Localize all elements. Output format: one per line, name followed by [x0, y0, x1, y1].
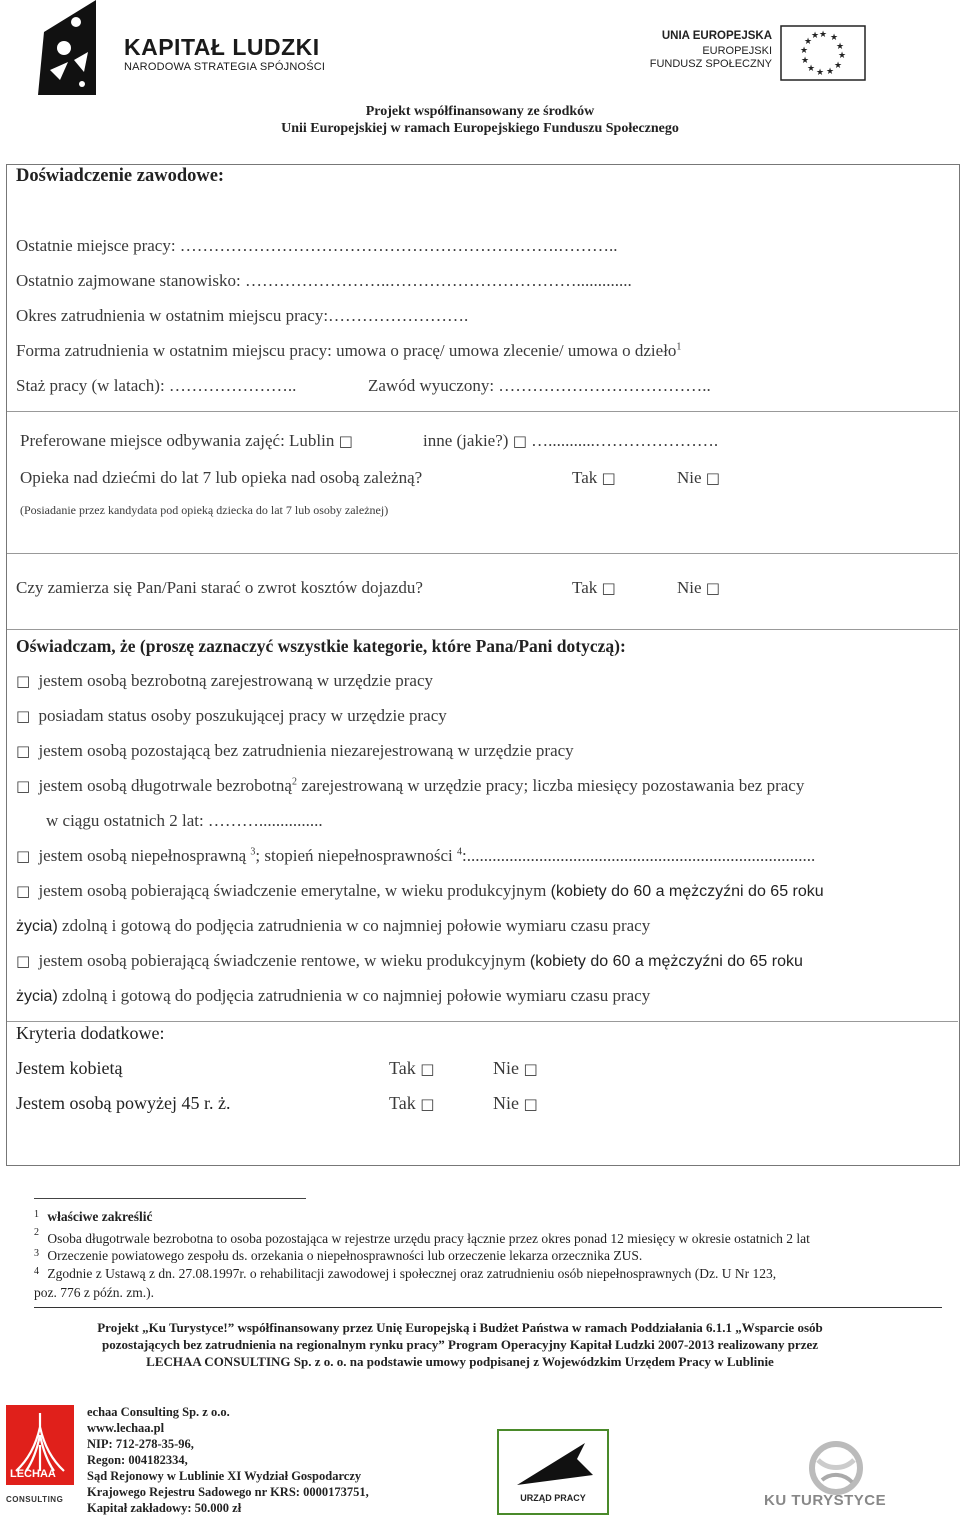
item-text: jestem osobą pobierającą świadczenie rentowe, w wieku produkcyjnym — [38, 951, 530, 970]
checkbox[interactable]: □ — [16, 707, 31, 725]
lechaa-logo-sub: CONSULTING — [6, 1495, 64, 1504]
other-place-row — [423, 431, 718, 451]
checkbox[interactable]: □ — [16, 672, 31, 690]
ku-turystyce-logo — [760, 1440, 940, 1512]
seniority-field[interactable]: Staż pracy (w latach): ………………….. — [16, 376, 297, 395]
over45-yes-checkbox[interactable]: □ — [420, 1095, 435, 1113]
kapital-ludzki-emblem-icon — [38, 0, 100, 95]
employment-form-text: Forma zatrudnienia w ostatnim miejscu pracy: umowa o pracę/ umowa zlecenie/ umowa o dzieło — [16, 341, 677, 360]
ue-line1: UNIA EUROPEJSKA — [661, 30, 772, 42]
ku-turystyce-globe-icon — [804, 1440, 868, 1496]
care-no-label: Nie — [677, 468, 702, 487]
declaration-item-long-term-unemployed[interactable] — [16, 776, 804, 796]
ue-line2: EUROPEJSKI — [702, 45, 772, 57]
criteria-over45-label: Jestem osobą powyżej 45 r. ż. — [16, 1093, 231, 1113]
project-line3: LECHAA CONSULTING Sp. z o. o. na podstawie umowy podpisanej z Wojewódzkim Urzędem Pracy w Lublinie — [146, 1354, 774, 1369]
commute-no-checkbox[interactable]: □ — [705, 579, 720, 597]
item-text: jestem osobą pozostającą bez zatrudnienia niezarejestrowaną w urzędzie pracy — [38, 741, 574, 760]
over45-no-label: Nie — [493, 1093, 519, 1113]
preferred-place-label: Preferowane miejsce odbywania zajęć: Lublin — [20, 431, 335, 450]
svg-text:★: ★ — [807, 64, 816, 74]
company-nip: NIP: 712-278-35-96, — [87, 1437, 194, 1451]
care-no-option[interactable] — [677, 468, 720, 488]
item-text: jestem osobą długotrwale bezrobotną — [38, 776, 292, 795]
footnote-1-number: 1 — [34, 1209, 39, 1220]
criteria-heading: Kryteria dodatkowe: — [16, 1023, 165, 1043]
declaration-item-disability-pension[interactable] — [16, 951, 803, 971]
other-place-checkbox[interactable]: □ — [512, 432, 527, 450]
commute-yes-option[interactable] — [572, 578, 616, 598]
svg-text:★: ★ — [801, 56, 810, 66]
footnote-2-text: Osoba długotrwale bezrobotna to osoba pozostająca w rejestrze urzędu pracy łącznie przez okres ponad 12 miesięcy w okresie ostatnich 2 lat — [47, 1231, 810, 1246]
footnote-2-number: 2 — [34, 1227, 39, 1238]
svg-text:★: ★ — [826, 67, 835, 77]
commute-no-option[interactable] — [677, 578, 720, 598]
item-text-cont: ; stopień niepełnosprawności — [255, 846, 458, 865]
svg-text:★: ★ — [830, 33, 839, 43]
experience-heading: Doświadczenie zawodowe: — [16, 166, 225, 186]
care-note: (Posiadanie przez kandydata pod opieką dziecka do lat 7 lub osoby zależnej) — [20, 503, 389, 517]
profession-field[interactable]: Zawód wyuczony: ……………………………….. — [368, 376, 711, 395]
item-text: jestem osobą bezrobotną zarejestrowaną w urzędzie pracy — [38, 671, 434, 690]
lechaa-logo — [6, 1405, 76, 1509]
company-krs: Krajowego Rejestru Sadowego nr KRS: 0000173751, — [87, 1485, 369, 1499]
care-yes-label: Tak — [572, 468, 598, 487]
company-info — [87, 1404, 369, 1516]
woman-yes-option[interactable] — [389, 1058, 434, 1079]
footnote-4-number: 4 — [34, 1266, 39, 1277]
checkbox[interactable]: □ — [16, 882, 31, 900]
footnote-1 — [34, 1209, 152, 1225]
checkbox[interactable]: □ — [16, 952, 31, 970]
footnote-ref-3: 3 — [250, 846, 256, 858]
woman-yes-label: Tak — [389, 1058, 416, 1078]
last-position-field[interactable]: Ostatnio zajmowane stanowisko: ……………………..……………………………............. — [16, 271, 632, 290]
svg-text:★: ★ — [804, 37, 813, 47]
footnote-3 — [34, 1248, 642, 1264]
svg-text:★: ★ — [819, 30, 828, 40]
employment-period-field[interactable]: Okres zatrudnienia w ostatnim miejscu pracy:……………………. — [16, 306, 469, 325]
svg-text:★: ★ — [836, 42, 845, 52]
footnote-4 — [34, 1266, 776, 1282]
wup-logo-text: URZĄD PRACY — [520, 1493, 586, 1503]
commute-yes-label: Tak — [572, 578, 598, 597]
declaration-item-registered-unemployed[interactable] — [16, 671, 433, 691]
declaration-item-disability-pension-cont — [16, 986, 650, 1006]
footnote-4-text: Zgodnie z Ustawą z dn. 27.08.1997r. o rehabilitacji zawodowej i społecznej oraz zatrudnieniu osób niepełnosprawnych (Dz. U Nr 123, — [47, 1266, 777, 1281]
woman-no-label: Nie — [493, 1058, 519, 1078]
item-text: posiadam status osoby poszukującej pracy w urzędzie pracy — [38, 706, 447, 725]
care-yes-checkbox[interactable]: □ — [601, 469, 616, 487]
item-text-cont: zarejestrowaną w urzędzie pracy; liczba miesięcy pozostawania bez pracy — [296, 776, 805, 795]
ku-turystyce-text: KU TURYSTYCE — [764, 1492, 887, 1509]
commute-no-label: Nie — [677, 578, 702, 597]
commute-yes-checkbox[interactable]: □ — [601, 579, 616, 597]
item-text: jestem osobą niepełnosprawną — [38, 846, 251, 865]
project-line2: pozostających bez zatrudnienia na regionalnym rynku pracy” Program Operacyjny Kapitał Ludzki 2007-2013 realizowany przez — [101, 1337, 819, 1352]
item-age-note: (kobiety do 60 a mężczyźni do 65 roku — [529, 953, 803, 970]
svg-text:★: ★ — [800, 46, 809, 56]
project-line1: Projekt „Ku Turystyce!” współfinansowany przez Unię Europejską i Budżet Państwa w ramach Poddziałania 6.1.1 „Wsparcie osób — [97, 1320, 823, 1335]
eu-flag-icon — [780, 25, 866, 81]
company-website[interactable]: www.lechaa.pl — [87, 1421, 165, 1435]
care-no-checkbox[interactable]: □ — [705, 469, 720, 487]
care-question: Opieka nad dziećmi do lat 7 lub opieka nad osobą zależną? — [20, 468, 423, 487]
company-name: echaa Consulting Sp. z o.o. — [87, 1405, 230, 1419]
ue-line3: FUNDUSZ SPOŁECZNY — [649, 58, 772, 70]
disability-degree-field[interactable]: :.................................................................................. — [462, 846, 816, 865]
kapital-ludzki-logo — [38, 0, 358, 95]
footnote-3-text: Orzeczenie powiatowego zespołu ds. orzekania o niepełnosprawności lub orzeczenie lekarza orzecznika ZUS. — [47, 1248, 643, 1263]
over45-no-option[interactable] — [493, 1093, 538, 1114]
item-text: jestem osobą pobierającą świadczenie emerytalne, w wieku produkcyjnym — [38, 881, 551, 900]
item-age-note: (kobiety do 60 a mężczyźni do 65 roku — [550, 883, 824, 900]
footnote-4-text-cont: poz. 776 z późn. zm.). — [34, 1285, 154, 1300]
declaration-item-job-seeker[interactable] — [16, 706, 447, 726]
footnote-ref-2: 2 — [291, 776, 297, 788]
item-text-cont: zdolną i gotową do podjęcia zatrudnienia w co najmniej połowie wymiaru czasu pracy — [57, 986, 651, 1005]
svg-text:★: ★ — [838, 51, 847, 61]
last-workplace-field[interactable]: Ostatnie miejsce pracy: ………………………………………………………….……….. — [16, 236, 618, 255]
footnote-separator — [34, 1198, 306, 1199]
footnote-ref-4: 4 — [457, 846, 463, 858]
cofinancing-line2: Unii Europejskiej w ramach Europejskiego Funduszu Społecznego — [281, 121, 679, 136]
svg-text:★: ★ — [811, 31, 820, 41]
commute-question: Czy zamierza się Pan/Pani starać o zwrot kosztów dojazdu? — [16, 578, 423, 597]
preferred-place-row — [20, 431, 353, 451]
declaration-item-pension[interactable] — [16, 881, 824, 901]
ue-logo — [650, 25, 870, 85]
declaration-item-pension-cont — [16, 916, 650, 936]
item-age-note-cont: życia) — [16, 918, 58, 935]
kl-subtitle: NARODOWA STRATEGIA SPÓJNOŚCI — [124, 61, 326, 73]
item-text-cont: zdolną i gotową do podjęcia zatrudnienia w co najmniej połowie wymiaru czasu pracy — [57, 916, 651, 935]
checkbox[interactable]: □ — [16, 742, 31, 760]
woman-yes-checkbox[interactable]: □ — [420, 1060, 435, 1078]
company-court: Sąd Rejonowy w Lublinie XI Wydział Gospodarczy — [87, 1469, 362, 1483]
employment-form-field[interactable] — [16, 341, 681, 361]
footnote-1-text: właściwe zakreślić — [47, 1209, 153, 1224]
checkbox[interactable]: □ — [16, 847, 31, 865]
over45-no-checkbox[interactable]: □ — [523, 1095, 538, 1113]
lechaa-logo-text: LECHAA — [10, 1468, 56, 1480]
svg-text:★: ★ — [834, 61, 843, 71]
criteria-woman-label: Jestem kobietą — [16, 1058, 123, 1078]
svg-text:★: ★ — [816, 68, 825, 78]
cofinancing-line1: Projekt współfinansowany ze środków — [365, 104, 595, 119]
lublin-checkbox[interactable]: □ — [338, 432, 353, 450]
woman-no-checkbox[interactable]: □ — [523, 1060, 538, 1078]
declaration-heading: Oświadczam, że (proszę zaznaczyć wszystkie kategorie, które Pana/Pani dotyczą): — [16, 636, 626, 656]
care-yes-option[interactable] — [572, 468, 616, 488]
footnote-3-number: 3 — [34, 1248, 39, 1259]
wup-logo — [497, 1429, 609, 1515]
other-place-field[interactable]: …...........…………………. — [531, 431, 719, 450]
item-age-note-cont: życia) — [16, 988, 58, 1005]
checkbox[interactable]: □ — [16, 777, 31, 795]
footer-separator — [34, 1307, 942, 1308]
declaration-item-disabled[interactable] — [16, 846, 815, 866]
company-capital: Kapitał zakładowy: 50.000 zł — [87, 1501, 242, 1515]
wup-arrow-icon — [507, 1435, 599, 1489]
company-regon: Regon: 004182334, — [87, 1453, 188, 1467]
over45-yes-label: Tak — [389, 1093, 416, 1113]
months-unemployed-field[interactable]: w ciągu ostatnich 2 lat: ………............... — [46, 811, 323, 830]
footnote-2 — [34, 1227, 810, 1246]
kl-title: KAPITAŁ LUDZKI — [124, 34, 320, 60]
footnote-ref-1: 1 — [676, 341, 682, 353]
other-place-label: inne (jakie?) — [423, 431, 509, 450]
declaration-item-unregistered[interactable] — [16, 741, 574, 761]
over45-yes-option[interactable] — [389, 1093, 434, 1114]
woman-no-option[interactable] — [493, 1058, 538, 1079]
